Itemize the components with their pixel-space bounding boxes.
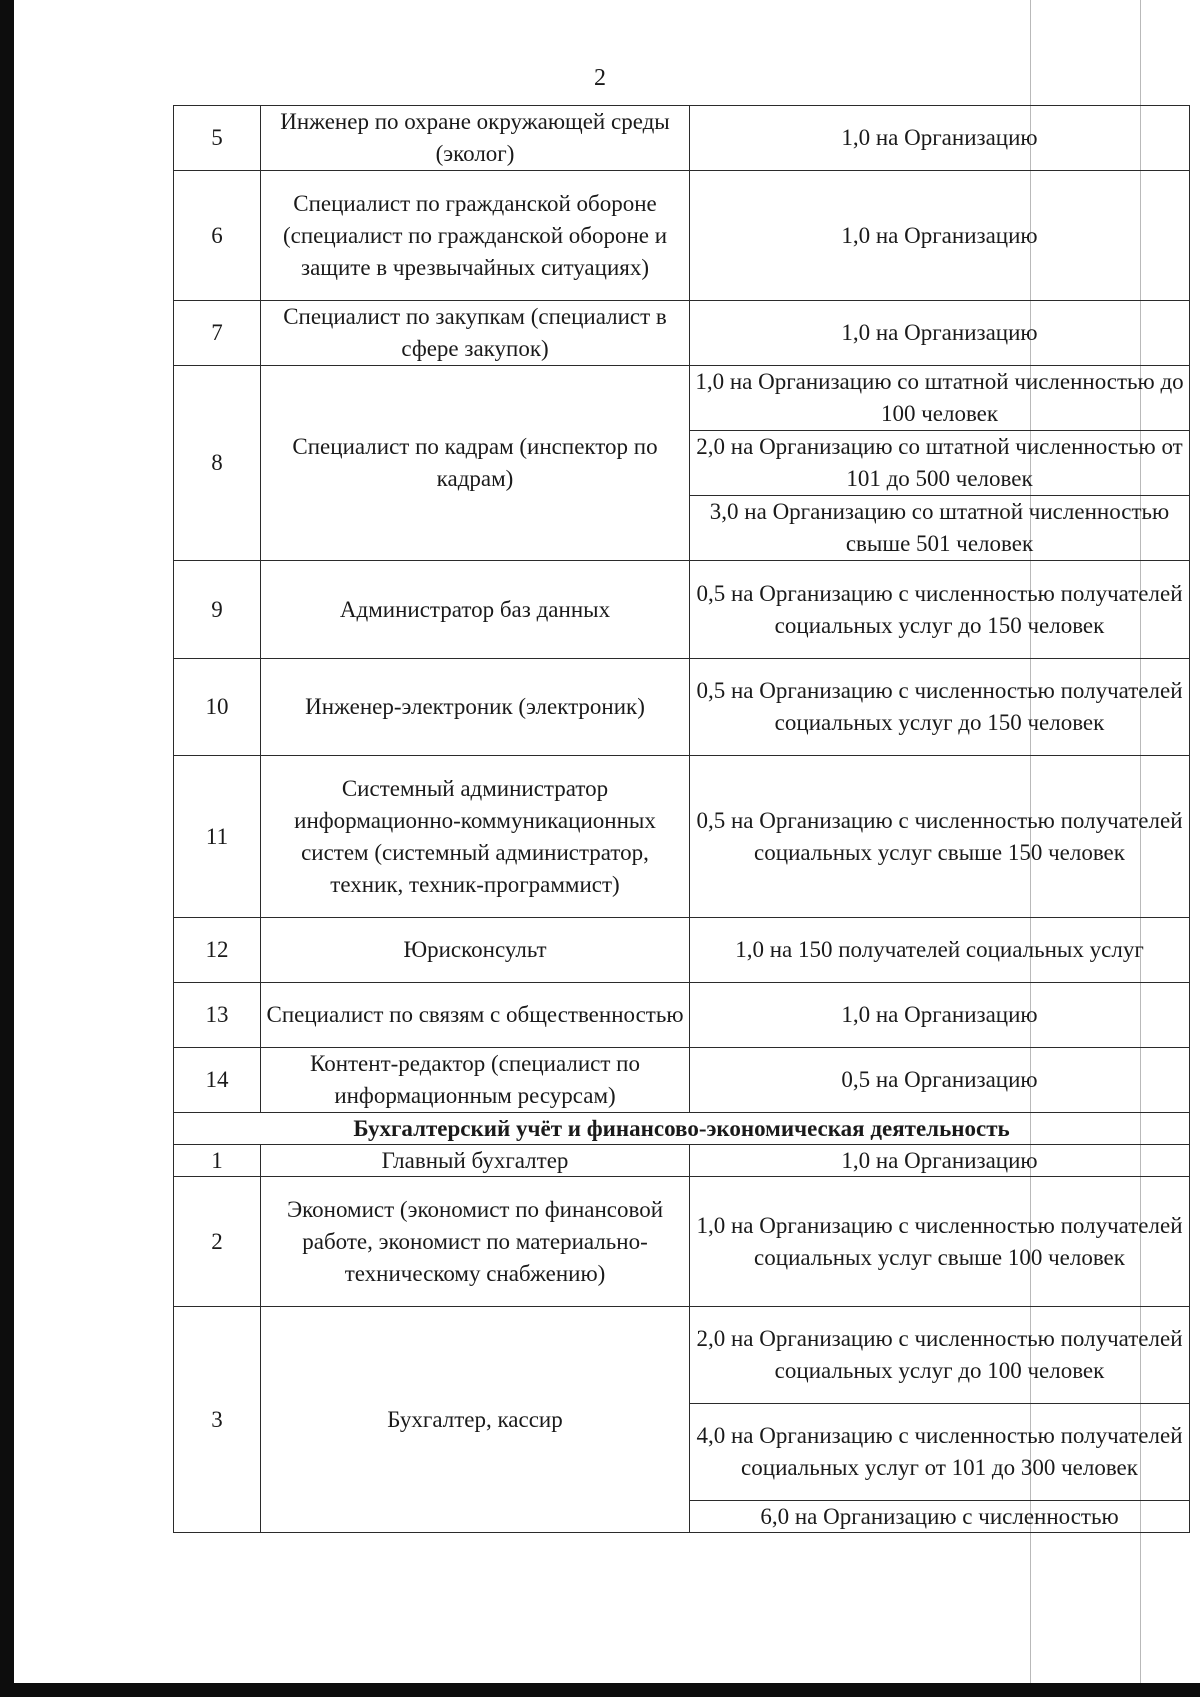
- position-title: Специалист по гражданской обороне (специалист по гражданской обороне и защите в чрезвычайных ситуациях): [261, 171, 690, 301]
- position-title: Системный администратор информационно-коммуникационных систем (системный администратор, техник, техник-программист): [261, 756, 690, 918]
- staff-norms-table: [173, 105, 1190, 1533]
- position-title: Специалист по кадрам (инспектор по кадрам): [261, 366, 690, 561]
- table-row: [174, 106, 1190, 171]
- row-number: 10: [174, 659, 261, 756]
- staff-norm: 2,0 на Организацию со штатной численностью от 101 до 500 человек: [690, 431, 1190, 496]
- table-row: [174, 366, 1190, 431]
- position-title: Инженер-электроник (электроник): [261, 659, 690, 756]
- row-number: 14: [174, 1048, 261, 1113]
- scan-border-bottom: [0, 1683, 1200, 1697]
- staff-norm: 0,5 на Организацию с численностью получателей социальных услуг до 150 человек: [690, 659, 1190, 756]
- staff-norm: 1,0 на 150 получателей социальных услуг: [690, 918, 1190, 983]
- position-title: Контент-редактор (специалист по информационным ресурсам): [261, 1048, 690, 1113]
- staff-norm: 4,0 на Организацию с численностью получателей социальных услуг от 101 до 300 человек: [690, 1404, 1190, 1501]
- table-row: [174, 171, 1190, 301]
- row-number: 8: [174, 366, 261, 561]
- row-number: 13: [174, 983, 261, 1048]
- table-row: [174, 918, 1190, 983]
- table-row: [174, 1177, 1190, 1307]
- table-row: [174, 1048, 1190, 1113]
- row-number: 11: [174, 756, 261, 918]
- table-row: [174, 659, 1190, 756]
- section-heading: Бухгалтерский учёт и финансово-экономическая деятельность: [174, 1113, 1190, 1145]
- staff-norm: 0,5 на Организацию с численностью получателей социальных услуг свыше 150 человек: [690, 756, 1190, 918]
- scan-border-left: [0, 0, 14, 1697]
- staff-norm: 1,0 на Организацию со штатной численностью до 100 человек: [690, 366, 1190, 431]
- position-title: Специалист по закупкам (специалист в сфере закупок): [261, 301, 690, 366]
- position-title: Администратор баз данных: [261, 561, 690, 659]
- staff-norm: 1,0 на Организацию: [690, 301, 1190, 366]
- staff-norm: 0,5 на Организацию с численностью получателей социальных услуг до 150 человек: [690, 561, 1190, 659]
- page-number: 2: [594, 65, 606, 91]
- table-row: [174, 301, 1190, 366]
- row-number: 6: [174, 171, 261, 301]
- table-row: [174, 1145, 1190, 1177]
- position-title: Бухгалтер, кассир: [261, 1307, 690, 1533]
- staff-norm: 2,0 на Организацию с численностью получателей социальных услуг до 100 человек: [690, 1307, 1190, 1404]
- row-number: 1: [174, 1145, 261, 1177]
- staff-norm: 1,0 на Организацию: [690, 1145, 1190, 1177]
- staff-norm: 1,0 на Организацию: [690, 106, 1190, 171]
- table-row: [174, 983, 1190, 1048]
- staff-norm: 1,0 на Организацию: [690, 983, 1190, 1048]
- row-number: 2: [174, 1177, 261, 1307]
- table-row: [174, 1307, 1190, 1404]
- position-title: Экономист (экономист по финансовой работе, экономист по материально-техническому снабжению): [261, 1177, 690, 1307]
- staff-norm: 3,0 на Организацию со штатной численностью свыше 501 человек: [690, 496, 1190, 561]
- staff-norm: 1,0 на Организацию с численностью получателей социальных услуг свыше 100 человек: [690, 1177, 1190, 1307]
- position-title: Специалист по связям с общественностью: [261, 983, 690, 1048]
- staff-norm: 6,0 на Организацию с численностью: [690, 1501, 1190, 1533]
- staff-norm: 0,5 на Организацию: [690, 1048, 1190, 1113]
- row-number: 3: [174, 1307, 261, 1533]
- position-title: Юрисконсульт: [261, 918, 690, 983]
- position-title: Инженер по охране окружающей среды (эколог): [261, 106, 690, 171]
- position-title: Главный бухгалтер: [261, 1145, 690, 1177]
- table-row: [174, 561, 1190, 659]
- table-row: [174, 756, 1190, 918]
- row-number: 7: [174, 301, 261, 366]
- section-heading-row: [174, 1113, 1190, 1145]
- row-number: 12: [174, 918, 261, 983]
- staff-norm: 1,0 на Организацию: [690, 171, 1190, 301]
- row-number: 9: [174, 561, 261, 659]
- row-number: 5: [174, 106, 261, 171]
